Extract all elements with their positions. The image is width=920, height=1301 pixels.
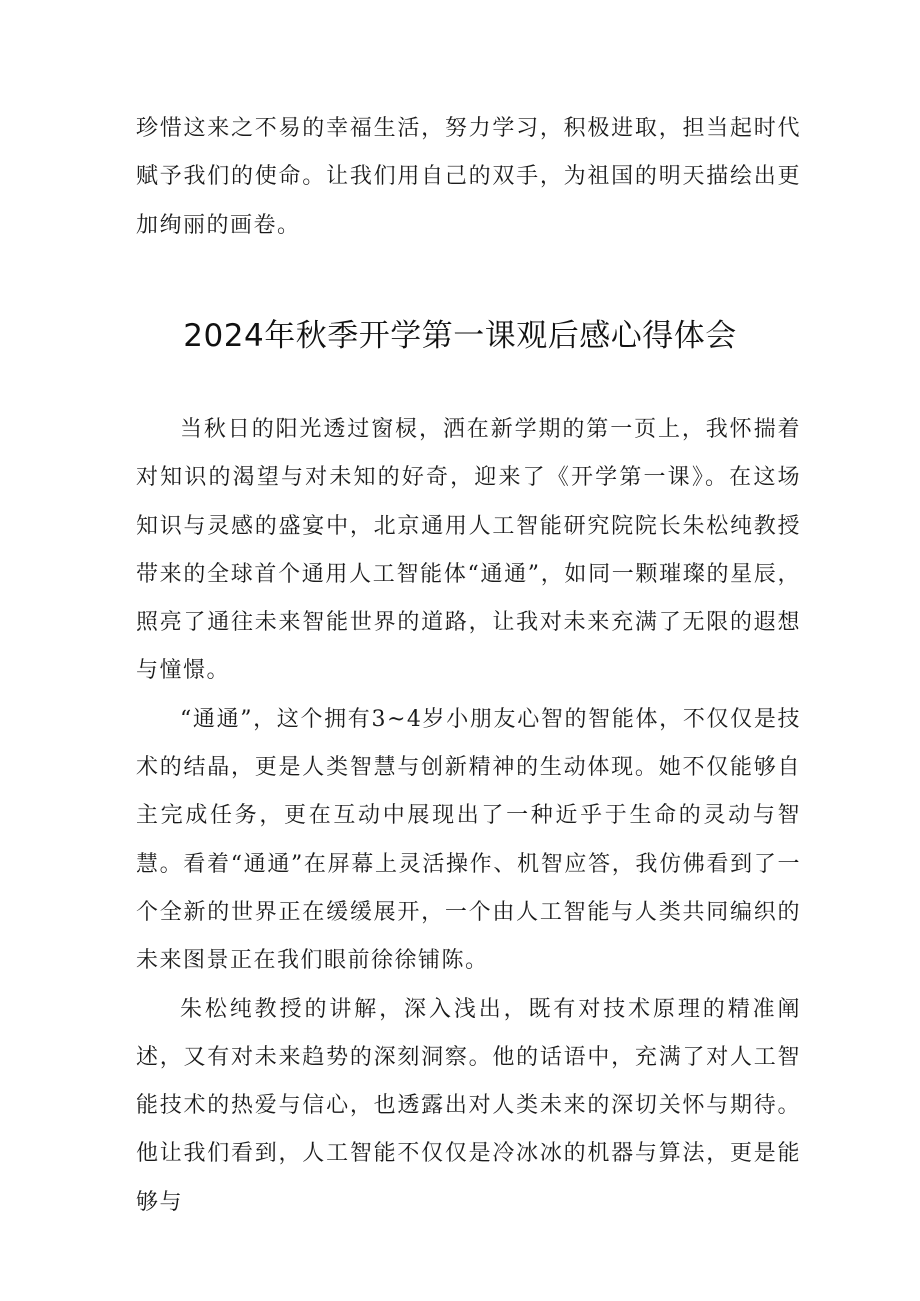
article-body	[136, 406, 801, 1227]
article-title: 2024年秋季开学第一课观后感心得体会	[183, 318, 737, 354]
body-paragraph-2: “通通”，这个拥有3~4岁小朋友心智的智能体，不仅仅是技术的结晶，更是人类智慧与创新精神的生动体现。她不仅能够自主完成任务，更在互动中展现出了一种近乎于生命的灵动与智慧。看着“通通”在屏幕上灵活操作、机智应答，我仿佛看到了一个全新的世界正在缓缓展开，一个由人工智能与人类共同编织的未来图景正在我们眼前徐徐铺陈。	[136, 706, 801, 974]
body-paragraph-3: 朱松纯教授的讲解，深入浅出，既有对技术原理的精准阐述，又有对未来趋势的深刻洞察。他的话语中，充满了对人工智能技术的热爱与信心，也透露出对人类未来的深切关怀与期待。他让我们看到，人工智能不仅仅是冷冰冰的机器与算法，更是能够与	[136, 996, 801, 1215]
previous-article-ending	[136, 105, 801, 250]
continuation-paragraph: 珍惜这来之不易的幸福生活，努力学习，积极进取，担当起时代赋予我们的使命。让我们用自己的双手，为祖国的明天描绘出更加绚丽的画卷。	[136, 116, 801, 238]
body-paragraph-1: 当秋日的阳光透过窗棂，洒在新学期的第一页上，我怀揣着对知识的渴望与对未知的好奇，迎来了《开学第一课》。在这场知识与灵感的盛宴中，北京通用人工智能研究院院长朱松纯教授带来的全球首个通用人工智能体“通通”，如同一颗璀璨的星辰，照亮了通往未来智能世界的道路，让我对未来充满了无限的遐想与憧憬。	[136, 417, 801, 684]
